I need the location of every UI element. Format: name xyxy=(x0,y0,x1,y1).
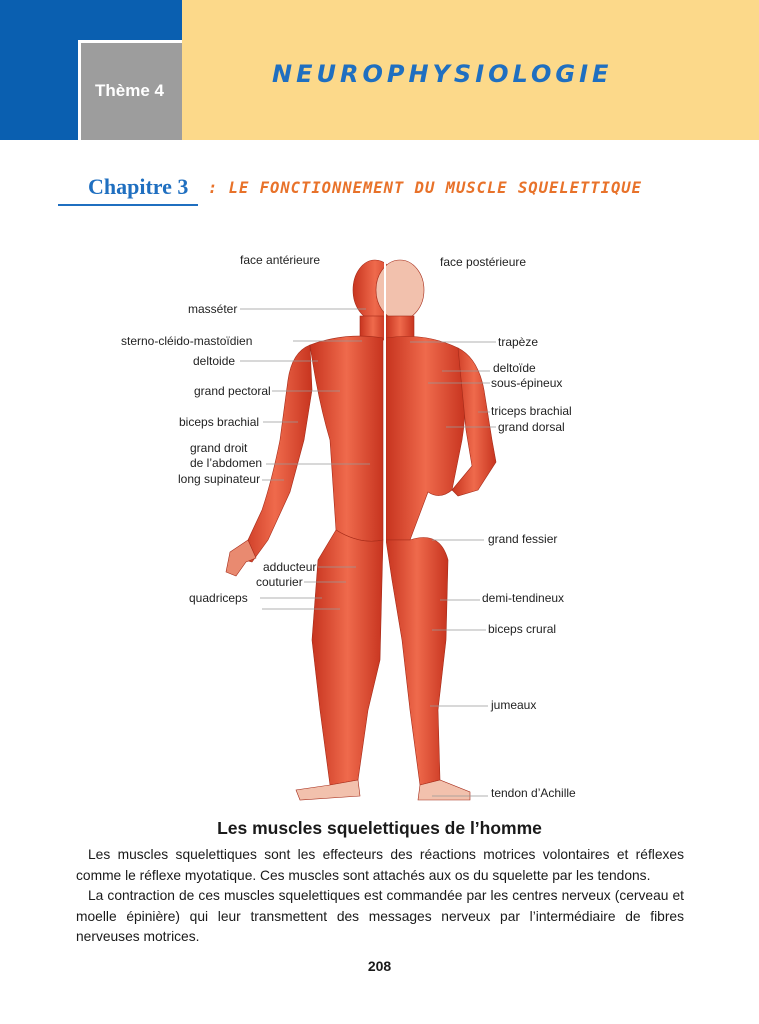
label-grand-droit: grand droit xyxy=(190,441,248,455)
label-triceps-brachial: triceps brachial xyxy=(491,404,572,418)
figure-caption: Les muscles squelettiques de l’homme xyxy=(217,818,542,838)
paragraph-1: Les muscles squelettiques sont les effecteurs des réactions motrices volontaires et réflexes comme le réflexe myotatique. Ces muscles sont attachés aux os du squelette par les tendons. xyxy=(76,847,684,883)
theme-box xyxy=(78,40,182,140)
label-adducteur: adducteur xyxy=(263,560,317,574)
label-quadriceps: quadriceps xyxy=(189,591,248,605)
label-long-supinateur: long supinateur xyxy=(178,472,261,486)
paragraph-2: La contraction de ces muscles squelettiques est commandée par les centres nerveux (cerveau et moelle épinière) qui leur transmettent des messages nerveux par l’intermédiaire de fibres nerveuses motrices. xyxy=(76,888,684,944)
theme-label: Thème 4 xyxy=(95,81,164,100)
label-biceps-crural: biceps crural xyxy=(488,622,557,636)
label-tendon-dachille: tendon d’Achille xyxy=(491,786,576,800)
label-sous-epineux: sous-épineux xyxy=(491,376,563,390)
label-sterno-cleido-mastoidien: sterno-cléido-mastoïdien xyxy=(121,334,253,348)
muscle-illustration xyxy=(0,240,759,820)
label-grand-pectoral: grand pectoral xyxy=(194,384,271,398)
chapter-title: : LE FONCTIONNEMENT DU MUSCLE SQUELETTIQUE xyxy=(208,179,642,197)
label-demi-tendineux: demi-tendineux xyxy=(482,591,565,605)
label-grand-dorsal: grand dorsal xyxy=(498,420,565,434)
label-masseter: masséter xyxy=(188,302,238,316)
label-grand-fessier: grand fessier xyxy=(488,532,558,546)
chapter-number: Chapitre 3 xyxy=(88,174,189,199)
label-couturier: couturier xyxy=(256,575,303,589)
body-text xyxy=(76,845,684,948)
label-deltoide-posterior: deltoïde xyxy=(493,361,536,375)
label-deltoide-anterior: deltoide xyxy=(193,354,236,368)
chapter-underline xyxy=(58,204,198,206)
label-biceps-brachial: biceps brachial xyxy=(179,415,260,429)
posterior-view-label: face postérieure xyxy=(440,255,527,269)
muscle-figure xyxy=(0,240,759,820)
label-jumeaux: jumeaux xyxy=(491,698,537,712)
label-de-labdomen: de l’abdomen xyxy=(190,456,263,470)
posterior-body xyxy=(376,260,496,800)
anterior-view-label: face antérieure xyxy=(240,253,321,267)
label-trapeze: trapèze xyxy=(498,335,539,349)
page-number: 208 xyxy=(367,958,392,974)
section-title: NEUROPHYSIOLOGIE xyxy=(272,60,613,88)
